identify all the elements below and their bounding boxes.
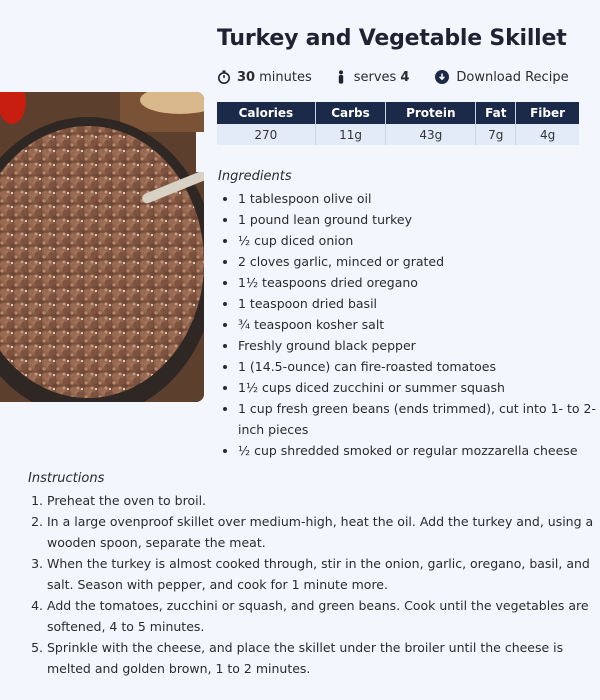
nutrition-header-row — [217, 102, 579, 124]
cook-time-unit: minutes — [259, 69, 312, 85]
download-circle-icon — [435, 70, 449, 84]
nutrition-value-calories: 270 — [217, 124, 315, 145]
nutrition-header-protein: Protein — [386, 102, 476, 124]
recipe-meta — [217, 67, 591, 87]
instruction-step: 1. Preheat the oven to broil. — [47, 490, 595, 511]
ingredient-item: • 1 pound lean ground turkey — [238, 209, 600, 230]
download-recipe-link[interactable] — [435, 70, 568, 85]
ingredients-list — [218, 188, 600, 461]
instruction-step: 4. Add the tomatoes, zucchini or squash, and green beans. Cook until the vegetables are softened, 4 to 5 minutes. — [47, 595, 595, 637]
nutrition-header-calories: Calories — [217, 102, 315, 124]
ingredient-item: • 1 cup fresh green beans (ends trimmed), cut into 1- to 2-inch pieces — [238, 398, 600, 440]
skillet-image — [0, 92, 204, 402]
ingredient-item: • 1 tablespoon olive oil — [238, 188, 600, 209]
ingredient-item: • 2 cloves garlic, minced or grated — [238, 251, 600, 272]
cook-time-value: 30 — [237, 69, 256, 85]
nutrition-header-fat: Fat — [476, 102, 516, 124]
stopwatch-icon — [217, 70, 231, 84]
ingredients-heading: Ingredients — [218, 169, 292, 184]
ingredient-item: • Freshly ground black pepper — [238, 335, 600, 356]
nutrition-header-carbs: Carbs — [315, 102, 386, 124]
ingredient-item: • ½ cup shredded smoked or regular mozzarella cheese — [238, 440, 600, 461]
servings-value: 4 — [400, 69, 410, 85]
recipe-photo — [0, 92, 204, 402]
nutrition-value-fiber: 4g — [516, 124, 579, 145]
nutrition-header-fiber: Fiber — [516, 102, 579, 124]
servings-label: serves — [353, 69, 397, 85]
download-recipe-label: Download Recipe — [456, 69, 569, 85]
recipe-title: Turkey and Vegetable Skillet — [217, 26, 567, 51]
ingredient-item: • 1½ cups diced zucchini or summer squash — [238, 377, 600, 398]
ingredient-item: • 1 teaspoon dried basil — [238, 293, 600, 314]
nutrition-value-carbs: 11g — [315, 124, 386, 145]
servings — [334, 70, 414, 85]
cook-time — [217, 70, 312, 85]
ingredient-item: • 1½ teaspoons dried oregano — [238, 272, 600, 293]
nutrition-value-protein: 43g — [386, 124, 476, 145]
instructions-list — [28, 490, 595, 679]
nutrition-value-row — [217, 124, 579, 145]
instruction-step: 2. In a large ovenproof skillet over medium-high, heat the oil. Add the turkey and, using a wooden spoon, separate the meat. — [47, 511, 595, 553]
nutrition-value-fat: 7g — [476, 124, 516, 145]
person-icon — [334, 70, 348, 84]
instructions-heading: Instructions — [28, 471, 105, 486]
nutrition-table — [217, 102, 579, 145]
ingredient-item: • ½ cup diced onion — [238, 230, 600, 251]
instruction-step: 3. When the turkey is almost cooked through, stir in the onion, garlic, oregano, basil, and salt. Season with pepper, and cook for 1 minute more. — [47, 553, 595, 595]
ingredient-item: • 1 (14.5-ounce) can fire-roasted tomatoes — [238, 356, 600, 377]
instruction-step: 5. Sprinkle with the cheese, and place the skillet under the broiler until the cheese is melted and golden brown, 1 to 2 minutes. — [47, 637, 595, 679]
ingredient-item: • ¾ teaspoon kosher salt — [238, 314, 600, 335]
